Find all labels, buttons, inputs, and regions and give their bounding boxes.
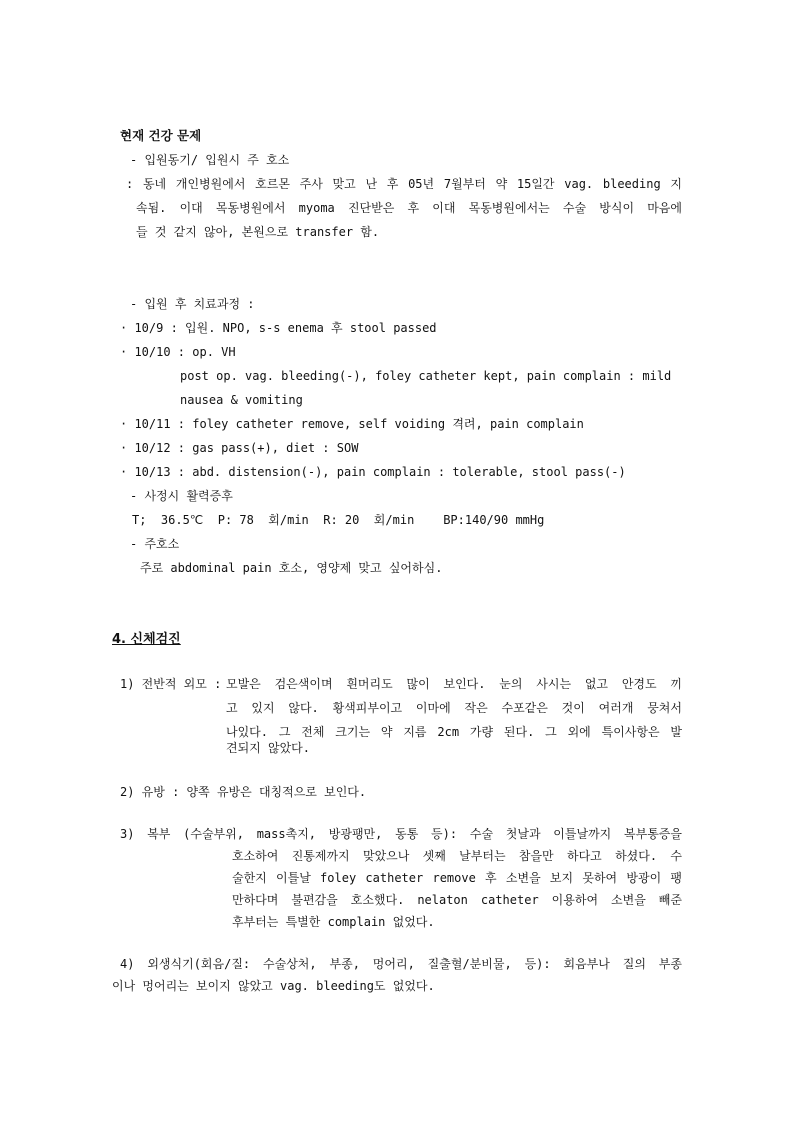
breast-exam-text: 2) 유방 : 양쪽 유방은 대칭적으로 보인다.	[120, 785, 367, 799]
treatment-item: · 10/10 : op. VH	[120, 345, 236, 359]
abdomen-exam-line: 술한지 이틀날 foley catheter remove 후 소변을 보지 못하여 방광이 팽	[232, 871, 682, 885]
abdomen-exam-line: 호소하여 진통제까지 맞았으나 셋째 날부터는 참을만 하다고 하셨다. 수	[232, 849, 682, 863]
external-genitalia-line: 4) 외생식기(회음/질: 수술상처, 부종, 멍어리, 질출혈/분비물, 등): 회음부나 질의 부종	[120, 957, 682, 971]
general-appearance-line: 고 있지 않다. 황색피부이고 이마에 작은 수포같은 것이 여러개 뭉쳐서	[226, 701, 682, 715]
chief-complaint-heading: - 주호소	[130, 537, 180, 551]
abdomen-exam-first-line	[120, 826, 682, 842]
general-appearance-line-last: 견되지 않았다.	[226, 741, 311, 755]
treatment-item-detail: post op. vag. bleeding(-), foley catheter kept, pain complain : mild	[180, 369, 672, 383]
chief-complaint-text: 주로 abdominal pain 호소, 영양제 맞고 싶어하심.	[140, 561, 443, 575]
abdomen-exam-line: 3) 복부 (수술부위, mass촉지, 방광팽만, 동통 등): 수술 첫날과 이틀날까지 복부통증을	[120, 827, 682, 841]
admission-reason-line: 속됨. 이대 목동병원에서 myoma 진단받은 후 이대 목동병원에서는 수술 방식이 마음에	[136, 201, 682, 215]
external-genitalia-line-last: 이나 멍어리는 보이지 않았고 vag. bleeding도 없었다.	[112, 979, 435, 993]
admission-reason-text	[126, 176, 682, 192]
treatment-course-heading: - 입원 후 치료과정 :	[130, 297, 255, 311]
abdomen-exam-text	[232, 848, 682, 908]
general-appearance-label: 1) 전반적 외모 :	[120, 677, 222, 691]
admission-reason-heading: - 입원동기/ 입원시 주 호소	[130, 153, 290, 167]
general-appearance-line: 모발은 검은색이며 흰머리도 많이 보인다. 눈의 사시는 없고 안경도 끼	[226, 677, 682, 691]
treatment-item: · 10/11 : foley catheter remove, self voiding 격려, pain complain	[120, 417, 584, 431]
general-appearance-text	[226, 676, 682, 740]
section-title-physical-exam: 4. 신체검진	[112, 632, 181, 647]
vital-signs-heading: - 사정시 활력증후	[130, 489, 233, 503]
treatment-item-detail: nausea & vomiting	[180, 393, 303, 407]
treatment-item: · 10/12 : gas pass(+), diet : SOW	[120, 441, 359, 455]
admission-reason-text-2	[136, 200, 682, 216]
treatment-item: · 10/9 : 입원. NPO, s-s enema 후 stool passed	[120, 321, 437, 335]
section-title-current-health: 현재 건강 문제	[120, 128, 202, 143]
abdomen-exam-line-last: 후부터는 특별한 complain 없었다.	[232, 915, 435, 929]
admission-reason-line: : 동네 개인병원에서 호르몬 주사 맞고 난 후 05년 7월부터 약 15일간 vag. bleeding 지	[126, 177, 682, 191]
vital-signs-values: T; 36.5℃ P: 78 회/min R: 20 회/min BP:140/90 mmHg	[132, 513, 545, 527]
general-appearance-line: 나있다. 그 전체 크기는 약 지름 2cm 가량 된다. 그 외에 특이사항은 발	[226, 725, 682, 739]
admission-reason-line: 들 것 같지 않아, 본원으로 transfer 함.	[136, 225, 380, 239]
external-genitalia-first-line	[120, 956, 682, 972]
treatment-item: · 10/13 : abd. distension(-), pain complain : tolerable, stool pass(-)	[120, 465, 626, 479]
abdomen-exam-line: 만하다며 불편감을 호소했다. nelaton catheter 이용하여 소변을 빼준	[232, 893, 682, 907]
